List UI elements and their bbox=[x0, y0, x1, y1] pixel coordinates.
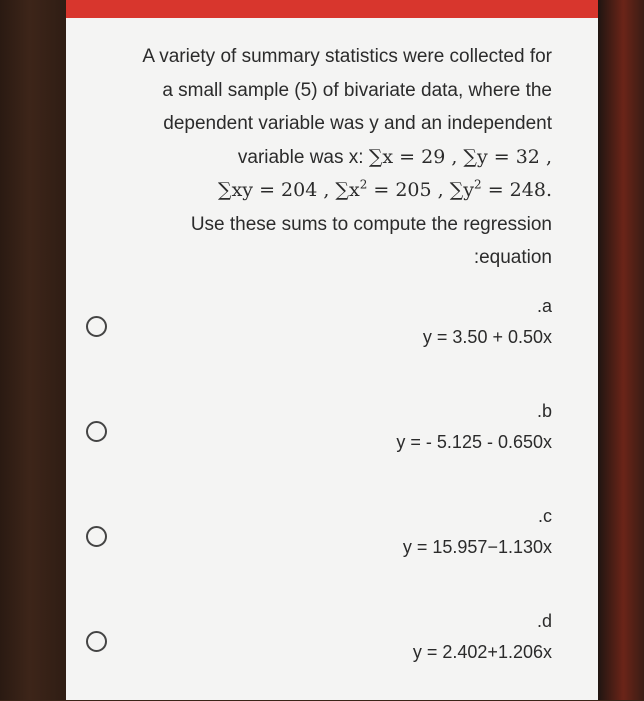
option-d[interactable] bbox=[66, 611, 598, 701]
sum-y-squared bbox=[450, 179, 552, 201]
sum-x-squared-exponent: 2 bbox=[359, 177, 368, 192]
right-frame bbox=[598, 0, 644, 700]
option-letter: .d bbox=[536, 611, 552, 631]
question-line-1: A variety of summary statistics were collected for bbox=[142, 46, 552, 67]
sum-x-squared-base: ∑x bbox=[335, 179, 360, 201]
option-b[interactable] bbox=[66, 401, 598, 491]
option-equation[interactable]: y = - 5.125 - 0.650x bbox=[396, 432, 552, 452]
radio-button-d[interactable] bbox=[86, 631, 107, 652]
radio-button-c[interactable] bbox=[86, 526, 107, 547]
header-accent-bar bbox=[66, 0, 598, 18]
option-letter: .a bbox=[536, 296, 552, 316]
question-line-7: :equation bbox=[473, 247, 552, 268]
question-line-3: dependent variable was y and an independent bbox=[163, 113, 552, 134]
option-equation[interactable]: y = 15.957−1.130x bbox=[402, 537, 552, 557]
separator: , bbox=[317, 179, 336, 201]
variable-intro: variable was x: bbox=[237, 146, 369, 168]
radio-button-b[interactable] bbox=[86, 421, 107, 442]
sum-y-squared-value: = 248. bbox=[481, 179, 552, 201]
sum-y-squared-base: ∑y bbox=[449, 179, 475, 201]
sum-y-squared-exponent: 2 bbox=[474, 177, 482, 192]
option-a[interactable] bbox=[66, 296, 598, 386]
separator: , bbox=[431, 179, 450, 201]
question-text bbox=[52, 40, 552, 275]
sum-x-squared-value: = 205 bbox=[367, 179, 432, 201]
sum-xy: ∑xy = 204 bbox=[218, 179, 318, 201]
option-c[interactable] bbox=[66, 506, 598, 596]
sum-y: ∑y = 32 bbox=[463, 145, 540, 168]
question-line-6: Use these sums to compute the regression bbox=[190, 213, 552, 235]
question-line-4 bbox=[52, 141, 552, 175]
option-letter: .b bbox=[536, 401, 552, 421]
option-letter: .c bbox=[537, 506, 552, 526]
option-equation[interactable]: y = 2.402+1.206x bbox=[412, 642, 552, 662]
radio-button-a[interactable] bbox=[86, 316, 107, 337]
separator: , bbox=[539, 145, 552, 168]
option-equation[interactable]: y = 3.50 + 0.50x bbox=[422, 327, 552, 347]
question-card bbox=[66, 18, 598, 700]
separator: , bbox=[445, 145, 464, 168]
sum-x: ∑x = 29 bbox=[368, 145, 446, 168]
question-line-5 bbox=[52, 174, 552, 208]
sum-x-squared bbox=[335, 179, 431, 201]
question-line-2: a small sample (5) of bivariate data, where the bbox=[162, 79, 552, 101]
